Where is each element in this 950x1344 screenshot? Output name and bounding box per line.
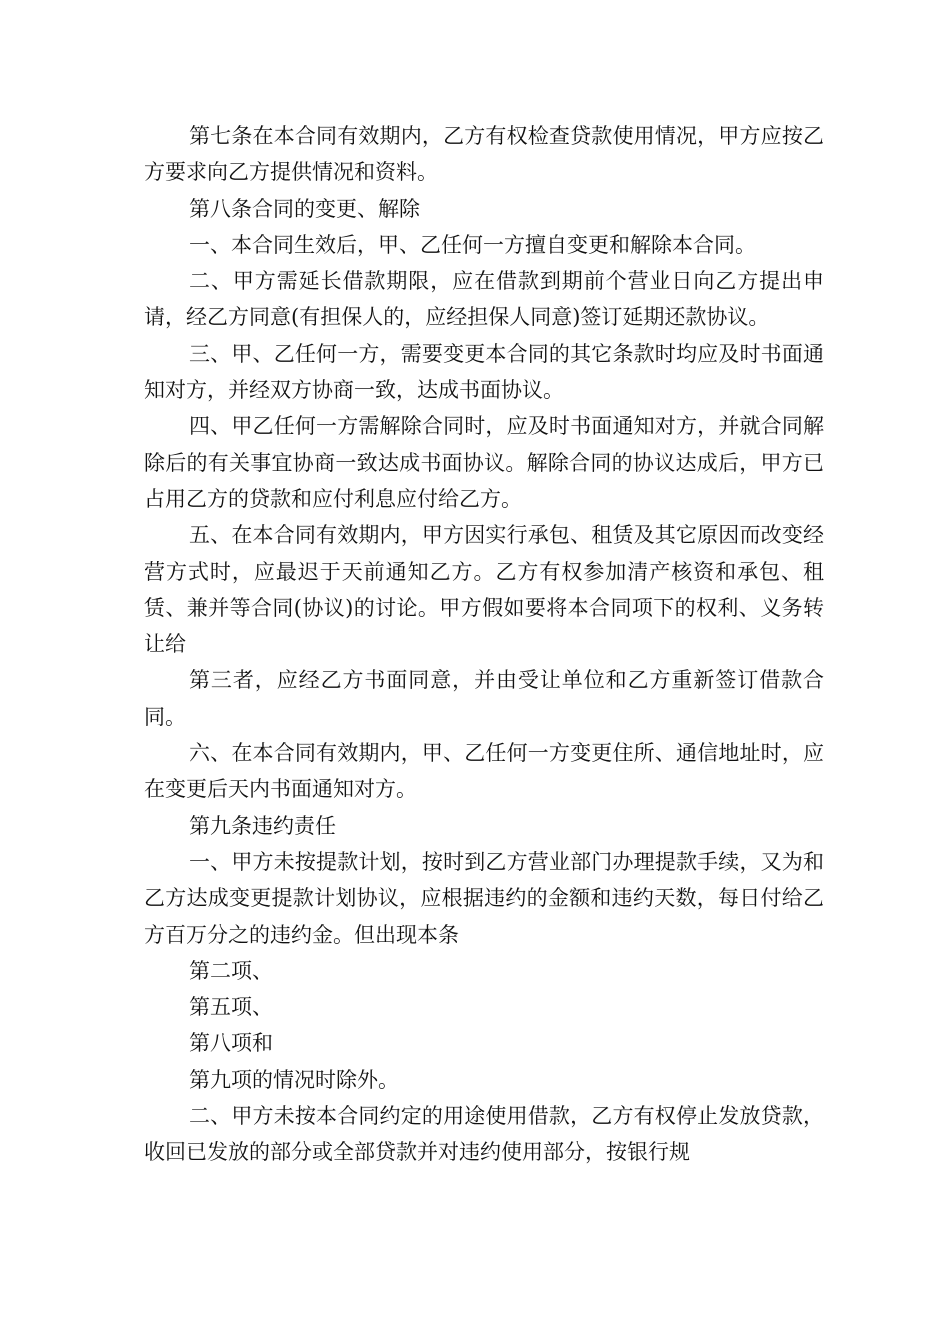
paragraph-item-3: 三、甲、乙任何一方，需要变更本合同的其它条款时均应及时书面通知对方，并经双方协商一致，达成书面协议。 bbox=[144, 341, 824, 403]
heading-article-8: 第八条合同的变更、解除 bbox=[189, 196, 420, 221]
heading-article-9: 第九条违约责任 bbox=[189, 813, 336, 838]
paragraph-item-ref-8: 第八项和 bbox=[189, 1031, 273, 1056]
paragraph-article-7: 第七条在本合同有效期内，乙方有权检查贷款使用情况，甲方应按乙方要求向乙方提供情况和资料。 bbox=[144, 124, 824, 185]
paragraph-item-ref-2: 第二项、 bbox=[189, 958, 273, 983]
paragraph-item-1: 一、本合同生效后，甲、乙任何一方擅自变更和解除本合同。 bbox=[189, 232, 756, 257]
paragraph-item-2: 二、甲方需延长借款期限，应在借款到期前个营业日向乙方提出申请，经乙方同意(有担保人的，应经担保人同意)签订延期还款协议。 bbox=[144, 269, 824, 330]
paragraph-item-5: 五、在本合同有效期内，甲方因实行承包、租赁及其它原因而改变经营方式时，应最迟于天前通知乙方。乙方有权参加清产核资和承包、租赁、兼并等合同(协议)的讨论。甲方假如要将本合同项下的权利、义务转让给 bbox=[144, 523, 824, 657]
paragraph-item-ref-5: 第五项、 bbox=[189, 995, 273, 1020]
paragraph-third-party: 第三者，应经乙方书面同意，并由受让单位和乙方重新签订借款合同。 bbox=[144, 668, 824, 729]
paragraph-item-ref-9: 第九项的情况时除外。 bbox=[189, 1067, 399, 1092]
document-body bbox=[144, 118, 824, 1171]
paragraph-item-4: 四、甲乙任何一方需解除合同时，应及时书面通知对方，并就合同解除后的有关事宜协商一致达成书面协议。解除合同的协议达成后，甲方已占用乙方的贷款和应付利息应付给乙方。 bbox=[144, 414, 824, 511]
paragraph-breach-2: 二、甲方未按本合同约定的用途使用借款，乙方有权停止发放贷款，收回已发放的部分或全部贷款并对违约使用部分，按银行规 bbox=[144, 1104, 824, 1165]
paragraph-breach-1: 一、甲方未按提款计划，按时到乙方营业部门办理提款手续，又为和乙方达成变更提款计划协议，应根据违约的金额和违约天数，每日付给乙方百万分之的违约金。但出现本条 bbox=[144, 849, 824, 947]
paragraph-item-6: 六、在本合同有效期内，甲、乙任何一方变更住所、通信地址时，应在变更后天内书面通知对方。 bbox=[144, 741, 824, 802]
